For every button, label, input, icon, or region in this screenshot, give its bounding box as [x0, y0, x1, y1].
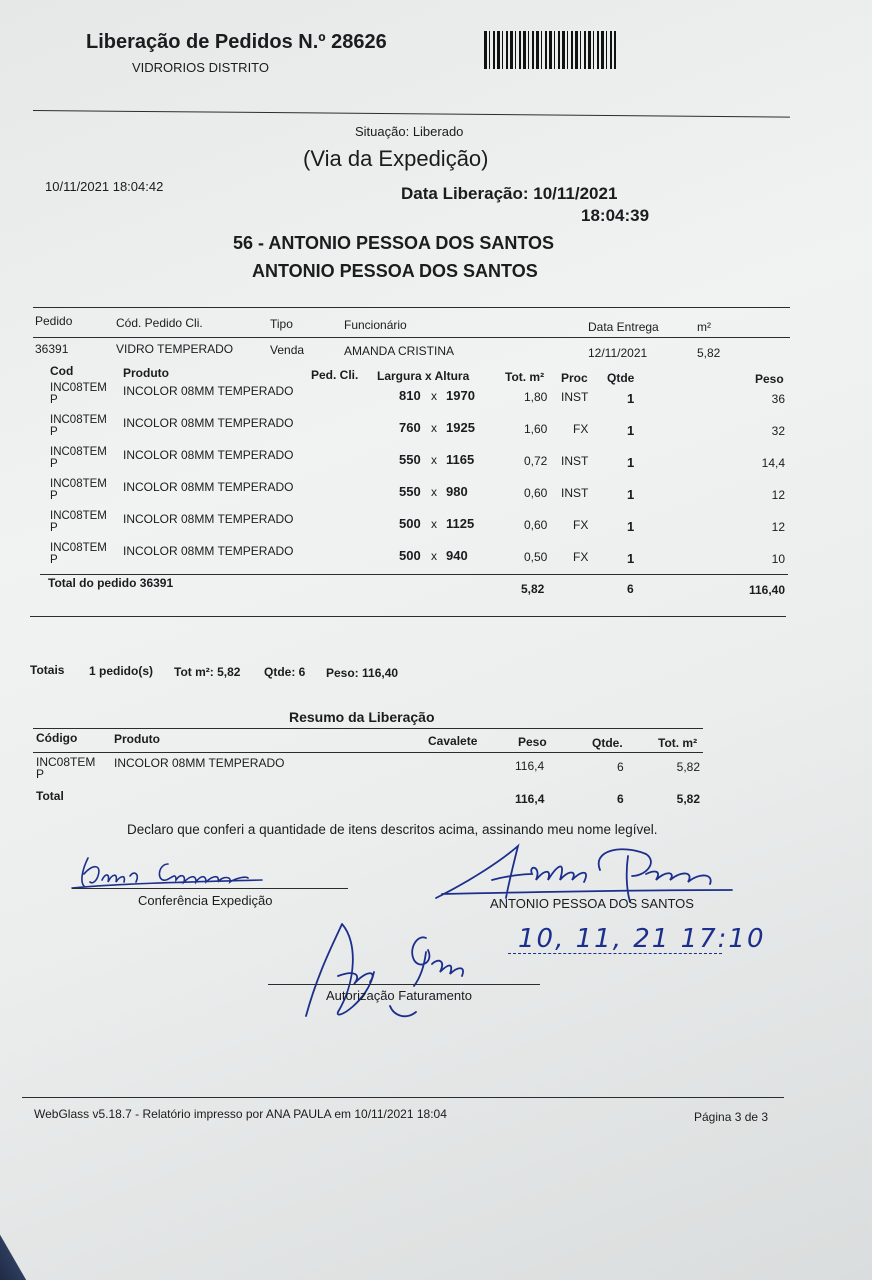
divider	[33, 752, 703, 753]
item-largura: 550	[399, 452, 421, 467]
items-header-largura-altura: Largura x Altura	[377, 369, 470, 383]
signature-line	[268, 984, 540, 985]
background-edge	[0, 1220, 30, 1280]
resumo-header-tot-m2: Tot. m²	[658, 736, 698, 750]
resumo-total-tot-m2: 5,82	[676, 792, 700, 806]
item-qtde: 1	[627, 551, 635, 566]
resumo-header-cavalete: Cavalete	[428, 734, 478, 748]
items-header-produto: Produto	[123, 366, 169, 380]
resumo-header-codigo: Código	[36, 731, 78, 745]
autorizacao-signature	[298, 912, 498, 1029]
item-peso: 12	[771, 520, 785, 534]
item-qtde: 1	[627, 391, 635, 406]
col-header-funcionario: Funcionário	[344, 318, 407, 332]
item-cod-suffix: P	[50, 394, 58, 406]
divider	[33, 110, 790, 118]
item-peso: 14,4	[761, 456, 785, 470]
release-time: 18:04:39	[581, 206, 650, 225]
resumo-title: Resumo da Liberação	[289, 709, 435, 725]
item-qtde: 1	[627, 455, 635, 470]
item-cod: INC08TEM	[50, 446, 107, 458]
divider	[30, 616, 786, 617]
item-cod-suffix: P	[50, 522, 58, 534]
order-total-m2: 5,82	[521, 582, 545, 596]
company-name: VIDRORIOS DISTRITO	[132, 60, 269, 75]
item-x: x	[431, 517, 437, 531]
col-header-cod-pedido-cli: Cód. Pedido Cli.	[116, 316, 203, 330]
item-cod: INC08TEM	[50, 510, 107, 522]
item-produto: INCOLOR 08MM TEMPERADO	[123, 448, 294, 462]
items-header-cod: Cod	[50, 364, 74, 378]
order-data-entrega: 12/11/2021	[588, 346, 648, 360]
item-produto: INCOLOR 08MM TEMPERADO	[123, 512, 294, 526]
resumo-codigo: INC08TEM	[36, 755, 96, 769]
order-m2: 5,82	[697, 346, 721, 360]
item-largura: 500	[399, 548, 421, 563]
item-proc: INST	[561, 486, 589, 500]
item-largura: 760	[399, 420, 421, 435]
item-tot-m2: 0,60	[524, 518, 548, 532]
item-qtde: 1	[627, 519, 635, 534]
item-cod: INC08TEM	[50, 382, 107, 394]
item-peso: 10	[771, 552, 785, 566]
client-signature-label: ANTONIO PESSOA DOS SANTOS	[490, 896, 694, 911]
footer-divider	[22, 1097, 784, 1098]
totals-label: Totais	[30, 663, 65, 677]
resumo-peso: 116,4	[515, 759, 545, 773]
footer-printed-by: WebGlass v5.18.7 - Relatório impresso por ANA PAULA em 10/11/2021 18:04	[34, 1107, 447, 1121]
item-proc: INST	[561, 390, 589, 404]
order-tipo: Venda	[270, 343, 305, 357]
item-cod: INC08TEM	[50, 478, 107, 490]
resumo-header-produto: Produto	[114, 732, 160, 746]
items-header-qtde: Qtde	[607, 371, 635, 385]
item-cod-suffix: P	[50, 554, 58, 566]
item-x: x	[431, 389, 437, 403]
item-cod: INC08TEM	[50, 414, 107, 426]
item-altura: 1970	[446, 388, 475, 403]
footer-page: Página 3 de 3	[694, 1110, 769, 1124]
item-produto: INCOLOR 08MM TEMPERADO	[123, 416, 294, 430]
col-header-data-entrega: Data Entrega	[588, 320, 659, 334]
resumo-codigo-suffix: P	[36, 767, 45, 781]
order-total-qtde: 6	[627, 582, 634, 596]
resumo-total-qtde: 6	[617, 792, 624, 806]
resumo-total-peso: 116,4	[515, 792, 545, 806]
col-header-pedido: Pedido	[35, 314, 73, 328]
order-cod-pedido-cli: VIDRO TEMPERADO	[116, 342, 234, 356]
item-tot-m2: 1,60	[524, 422, 548, 436]
item-cod-suffix: P	[50, 458, 58, 470]
via-label: (Via da Expedição)	[303, 146, 489, 171]
item-x: x	[431, 485, 437, 499]
item-altura: 1165	[446, 452, 475, 467]
resumo-total-label: Total	[36, 789, 64, 803]
item-proc: FX	[573, 550, 589, 564]
order-funcionario: AMANDA CRISTINA	[344, 344, 455, 358]
conferencia-signature	[72, 850, 272, 897]
item-altura: 980	[446, 484, 468, 499]
totals-peso: Peso: 116,40	[326, 666, 399, 680]
item-tot-m2: 1,80	[524, 390, 548, 404]
items-header-peso: Peso	[755, 372, 784, 386]
col-header-m2: m²	[697, 320, 711, 334]
order-total-peso: 116,40	[748, 583, 785, 597]
release-date: Data Liberação: 10/11/2021	[401, 184, 618, 203]
document-title: Liberação de Pedidos N.º 28626	[86, 31, 387, 53]
item-cod: INC08TEM	[50, 542, 107, 554]
item-tot-m2: 0,72	[524, 454, 548, 468]
item-altura: 940	[446, 548, 468, 563]
item-produto: INCOLOR 08MM TEMPERADO	[123, 544, 294, 558]
client-code-name: 56 - ANTONIO PESSOA DOS SANTOS	[233, 233, 555, 253]
item-peso: 36	[771, 392, 785, 406]
totals-pedidos: 1 pedido(s)	[89, 664, 154, 678]
divider	[33, 728, 703, 729]
item-qtde: 1	[627, 487, 635, 502]
item-altura: 1125	[446, 516, 475, 531]
resumo-header-peso: Peso	[518, 735, 547, 749]
item-proc: INST	[561, 454, 589, 468]
divider	[40, 574, 788, 575]
item-largura: 500	[399, 516, 421, 531]
client-name: ANTONIO PESSOA DOS SANTOS	[252, 261, 538, 281]
resumo-header-qtde: Qtde.	[592, 736, 623, 750]
item-x: x	[431, 421, 437, 435]
col-header-tipo: Tipo	[270, 317, 293, 331]
item-produto: INCOLOR 08MM TEMPERADO	[123, 384, 294, 398]
totals-m2: Tot m²: 5,82	[174, 665, 241, 679]
barcode	[484, 31, 616, 69]
item-peso: 12	[771, 488, 785, 502]
resumo-tot-m2: 5,82	[676, 760, 700, 774]
divider	[33, 337, 790, 338]
item-largura: 550	[399, 484, 421, 499]
item-x: x	[431, 453, 437, 467]
item-proc: FX	[573, 518, 589, 532]
item-tot-m2: 0,50	[524, 550, 548, 564]
items-header-proc: Proc	[561, 371, 588, 385]
totals-qtde: Qtde: 6	[264, 665, 306, 679]
order-pedido: 36391	[35, 342, 69, 356]
divider	[33, 307, 790, 308]
items-header-tot-m2: Tot. m²	[505, 370, 545, 384]
item-altura: 1925	[446, 420, 475, 435]
item-cod-suffix: P	[50, 490, 58, 502]
print-datetime: 10/11/2021 18:04:42	[45, 179, 164, 194]
items-header-ped-cli: Ped. Cli.	[311, 368, 359, 382]
declaration-text: Declaro que conferi a quantidade de itens descritos acima, assinando meu nome legível.	[127, 822, 658, 837]
status-text: Situação: Liberado	[355, 124, 464, 139]
item-proc: FX	[573, 422, 589, 436]
item-qtde: 1	[627, 423, 635, 438]
item-tot-m2: 0,60	[524, 486, 548, 500]
resumo-qtde: 6	[617, 760, 624, 774]
item-x: x	[431, 549, 437, 563]
item-produto: INCOLOR 08MM TEMPERADO	[123, 480, 294, 494]
resumo-produto: INCOLOR 08MM TEMPERADO	[114, 756, 285, 770]
conferencia-label: Conferência Expedição	[138, 893, 273, 908]
item-largura: 810	[399, 388, 421, 403]
handwritten-date-underline	[508, 953, 722, 954]
item-cod-suffix: P	[50, 426, 58, 438]
handwritten-date: 10, 11, 21 17:10	[518, 924, 766, 954]
signature-line	[72, 888, 348, 889]
item-peso: 32	[771, 424, 785, 438]
autorizacao-label: Autorização Faturamento	[326, 988, 472, 1003]
order-total-label: Total do pedido 36391	[48, 576, 174, 590]
